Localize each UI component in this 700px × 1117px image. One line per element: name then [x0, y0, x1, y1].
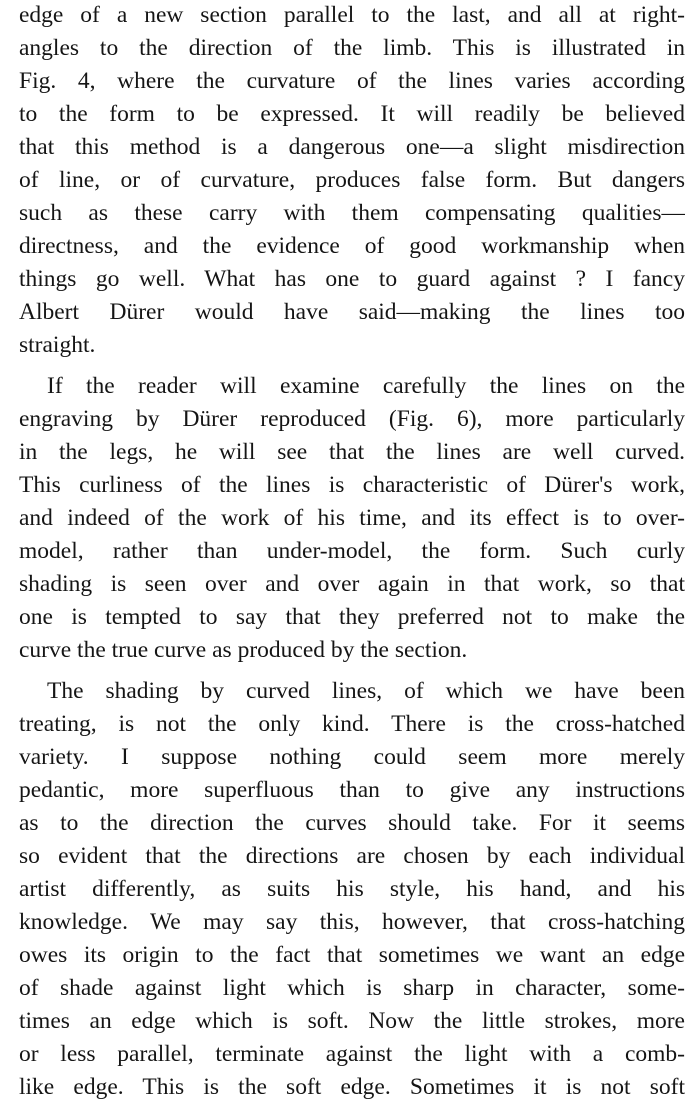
text-line: pedantic, more superfluous than to give any instructions — [19, 777, 685, 803]
text-line: The shading by curved lines, of which we have been — [47, 678, 685, 704]
text-line: of line, or of curvature, produces false form. But dangers — [19, 167, 685, 193]
text-line: and indeed of the work of his time, and its effect is to over- — [19, 505, 685, 531]
text-line: edge of a new section parallel to the last, and all at right- — [19, 2, 685, 28]
text-line: model, rather than under-model, the form. Such curly — [19, 538, 685, 564]
text-line: or less parallel, terminate against the light with a comb- — [19, 1041, 685, 1067]
text-line: one is tempted to say that they preferred not to make the — [19, 604, 685, 630]
text-line: times an edge which is soft. Now the little strokes, more — [19, 1008, 685, 1034]
text-line: to the form to be expressed. It will readily be believed — [19, 101, 685, 127]
text-line: owes its origin to the fact that sometimes we want an edge — [19, 942, 685, 968]
text-line: that this method is a dangerous one—a slight misdirection — [19, 134, 685, 160]
text-line: directness, and the evidence of good workmanship when — [19, 233, 685, 259]
text-line: like edge. This is the soft edge. Sometimes it is not soft — [19, 1074, 685, 1100]
text-line: If the reader will examine carefully the lines on the — [47, 373, 685, 399]
text-line: so evident that the directions are chosen by each individual — [19, 843, 685, 869]
text-line: curve the true curve as produced by the section. — [19, 637, 468, 663]
text-line: straight. — [19, 332, 96, 358]
book-page — [19, 0, 685, 1117]
text-line: treating, is not the only kind. There is the cross-hatched — [19, 711, 685, 737]
text-line: knowledge. We may say this, however, that cross-hatching — [19, 909, 685, 935]
text-line: in the legs, he will see that the lines are well curved. — [19, 439, 685, 465]
text-line: This curliness of the lines is characteristic of Dürer's work, — [19, 472, 685, 498]
text-line: variety. I suppose nothing could seem more merely — [19, 744, 685, 770]
text-line: such as these carry with them compensating qualities— — [19, 200, 685, 226]
text-line: angles to the direction of the limb. This is illustrated in — [19, 35, 685, 61]
text-line: engraving by Dürer reproduced (Fig. 6), more particularly — [19, 406, 685, 432]
text-line: as to the direction the curves should take. For it seems — [19, 810, 685, 836]
text-line: Albert Dürer would have said—making the lines too — [19, 299, 685, 325]
text-line: Fig. 4, where the curvature of the lines varies according — [19, 68, 685, 94]
text-line: shading is seen over and over again in that work, so that — [19, 571, 685, 597]
text-line: of shade against light which is sharp in character, some- — [19, 975, 685, 1001]
text-line: things go well. What has one to guard against ? I fancy — [19, 266, 685, 292]
text-line: artist differently, as suits his style, his hand, and his — [19, 876, 685, 902]
